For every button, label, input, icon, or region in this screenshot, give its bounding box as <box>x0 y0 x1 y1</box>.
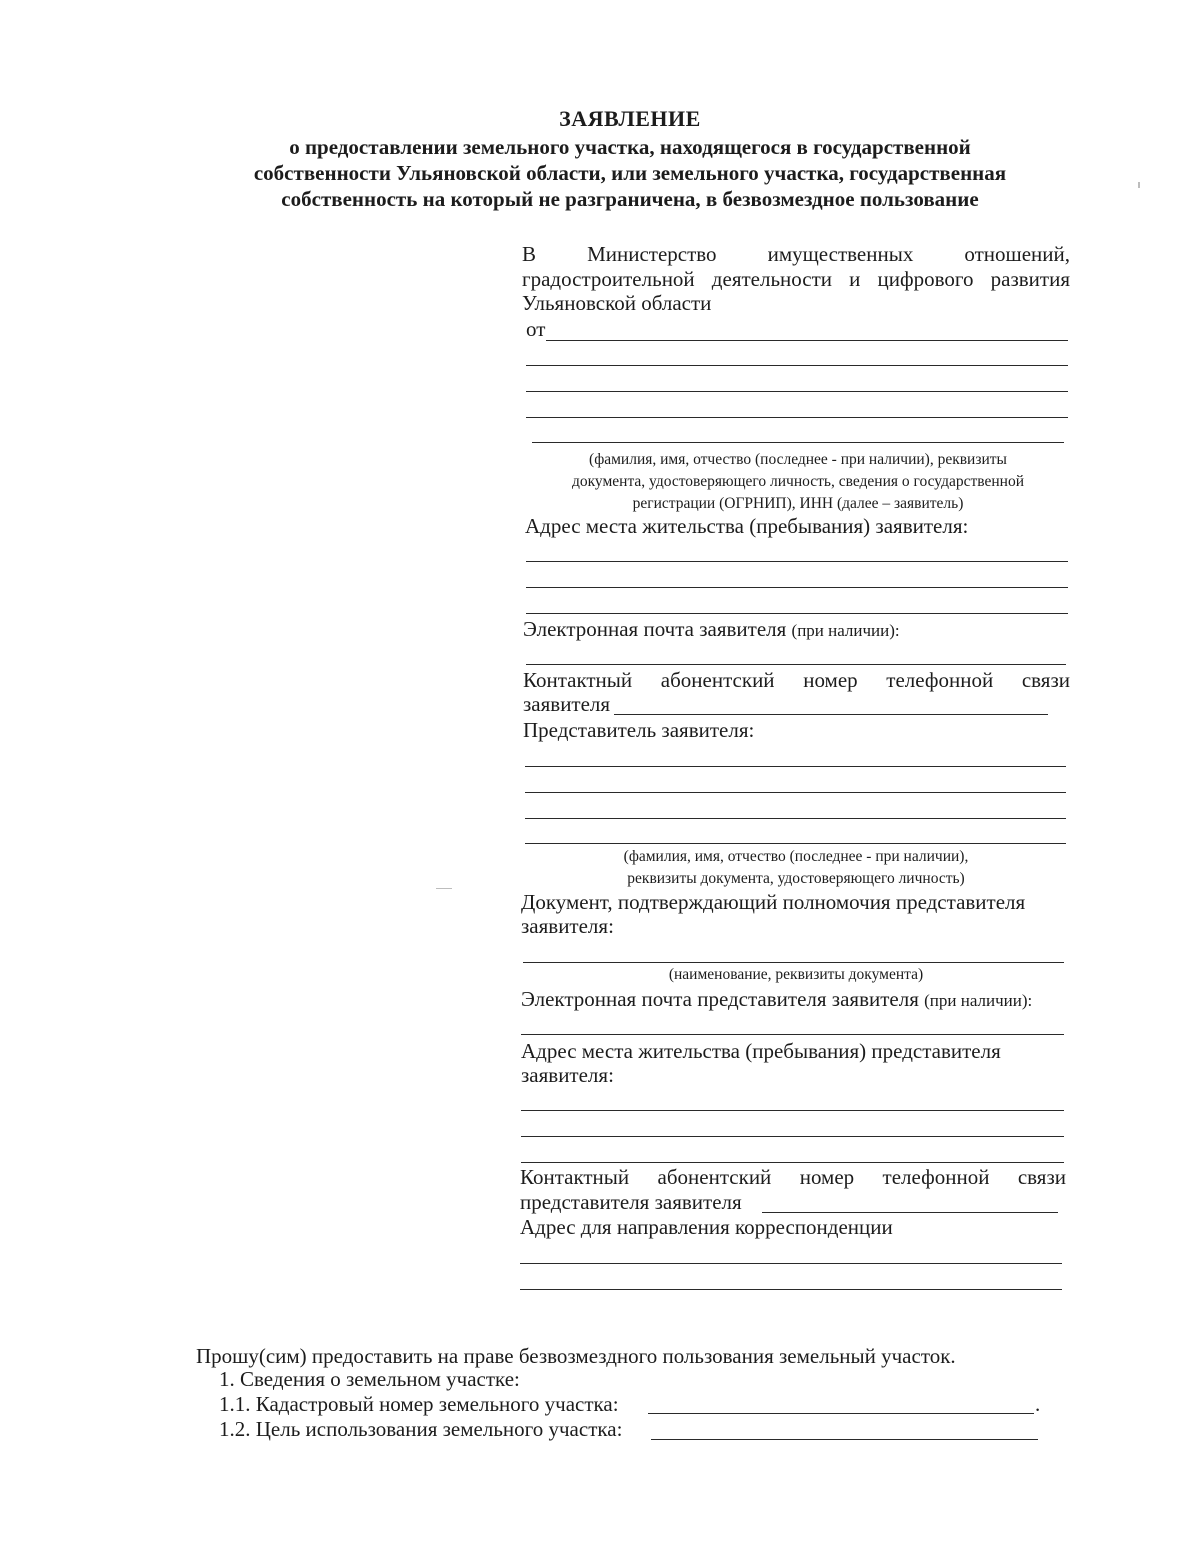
representative-email-field[interactable] <box>521 1034 1064 1035</box>
representative-phone-field[interactable] <box>762 1212 1058 1213</box>
applicant-address-field-line-2[interactable] <box>526 587 1068 588</box>
scan-speck <box>436 888 452 889</box>
applicant-name-field-line-2[interactable] <box>526 365 1068 366</box>
request-item-1-1-end: . <box>1035 1392 1041 1416</box>
document-subtitle-line-2: собственности Ульяновской области, или земельного участка, государственная <box>253 161 1007 185</box>
representative-caption-line-1: (фамилия, имя, отчество (последнее - при наличии), <box>623 848 969 865</box>
document-subtitle-line-1: о предоставлении земельного участка, находящегося в государственной <box>289 135 971 159</box>
document-subtitle-line-3: собственность на который не разграничена, в безвозмездное пользование <box>281 187 979 211</box>
applicant-name-field-line-5[interactable] <box>532 442 1064 443</box>
representative-phone-label-line-2: представителя заявителя <box>520 1190 742 1214</box>
authority-doc-field[interactable] <box>523 962 1064 963</box>
request-item-1-2: 1.2. Цель использования земельного участка: <box>219 1417 623 1441</box>
representative-email-label: Электронная почта представителя заявителя <box>521 987 919 1011</box>
document-title: ЗАЯВЛЕНИЕ <box>559 106 701 131</box>
representative-address-field-line-1[interactable] <box>521 1110 1064 1111</box>
representative-address-label-line-2: заявителя: <box>521 1063 614 1087</box>
correspondence-address-field-line-1[interactable] <box>520 1263 1062 1264</box>
applicant-address-field-line-3[interactable] <box>526 613 1068 614</box>
representative-email-note: (при наличии): <box>924 991 1033 1010</box>
applicant-phone-label-line-2: заявителя <box>523 692 611 716</box>
representative-address-field-line-3[interactable] <box>521 1162 1064 1163</box>
applicant-email-label-row <box>523 617 900 642</box>
representative-name-field-line-2[interactable] <box>525 792 1066 793</box>
representative-phone-label-line-1: Контактный абонентский номер телефонной связи <box>520 1165 1066 1189</box>
applicant-name-field-line-1[interactable] <box>546 340 1068 341</box>
applicant-address-field-line-1[interactable] <box>526 561 1068 562</box>
representative-address-field-line-2[interactable] <box>521 1136 1064 1137</box>
representative-email-label-row <box>521 987 1032 1012</box>
applicant-caption-line-3: регистрации (ОГРНИП), ИНН (далее – заявитель) <box>632 495 964 512</box>
land-use-purpose-field[interactable] <box>651 1439 1038 1440</box>
document-header <box>200 106 1060 212</box>
representative-label: Представитель заявителя: <box>523 718 755 742</box>
authority-doc-label-line-1: Документ, подтверждающий полномочия представителя <box>521 890 1026 914</box>
scan-speck <box>1138 182 1140 188</box>
applicant-name-field-line-4[interactable] <box>526 417 1068 418</box>
applicant-address-label: Адрес места жительства (пребывания) заявителя: <box>525 514 969 538</box>
applicant-caption-line-2: документа, удостоверяющего личность, сведения о государственной <box>571 473 1024 490</box>
request-intro: Прошу(сим) предоставить на праве безвозмездного пользования земельный участок. <box>196 1344 956 1368</box>
applicant-caption-line-1: (фамилия, имя, отчество (последнее - при наличии), реквизиты <box>589 451 1007 468</box>
representative-name-field-line-4[interactable] <box>525 843 1066 844</box>
applicant-phone-label-line-1: Контактный абонентский номер телефонной связи <box>523 668 1070 692</box>
authority-doc-caption: (наименование, реквизиты документа) <box>668 966 924 983</box>
applicant-name-field-line-3[interactable] <box>526 391 1068 392</box>
applicant-email-label: Электронная почта заявителя <box>523 617 787 641</box>
representative-name-field-line-1[interactable] <box>525 766 1066 767</box>
authority-doc-label-line-2: заявителя: <box>521 914 614 938</box>
from-label: от <box>526 317 546 341</box>
addressee-line-1: В Министерство имущественных отношений, <box>522 242 1070 266</box>
request-item-1: 1. Сведения о земельном участке: <box>219 1367 520 1391</box>
applicant-phone-field[interactable] <box>614 714 1048 715</box>
applicant-email-note: (при наличии): <box>791 621 900 640</box>
addressee-line-2: градостроительной деятельности и цифрового развития <box>522 267 1070 291</box>
cadastral-number-field[interactable] <box>648 1413 1034 1414</box>
correspondence-address-label: Адрес для направления корреспонденции <box>520 1215 893 1239</box>
representative-caption-line-2: реквизиты документа, удостоверяющего личность) <box>627 870 965 887</box>
addressee-line-3: Ульяновской области <box>522 291 712 315</box>
applicant-email-field[interactable] <box>526 664 1066 665</box>
correspondence-address-field-line-2[interactable] <box>520 1289 1062 1290</box>
representative-name-field-line-3[interactable] <box>525 818 1066 819</box>
request-item-1-1: 1.1. Кадастровый номер земельного участка: <box>219 1392 619 1416</box>
representative-address-label-line-1: Адрес места жительства (пребывания) представителя <box>521 1039 1001 1063</box>
